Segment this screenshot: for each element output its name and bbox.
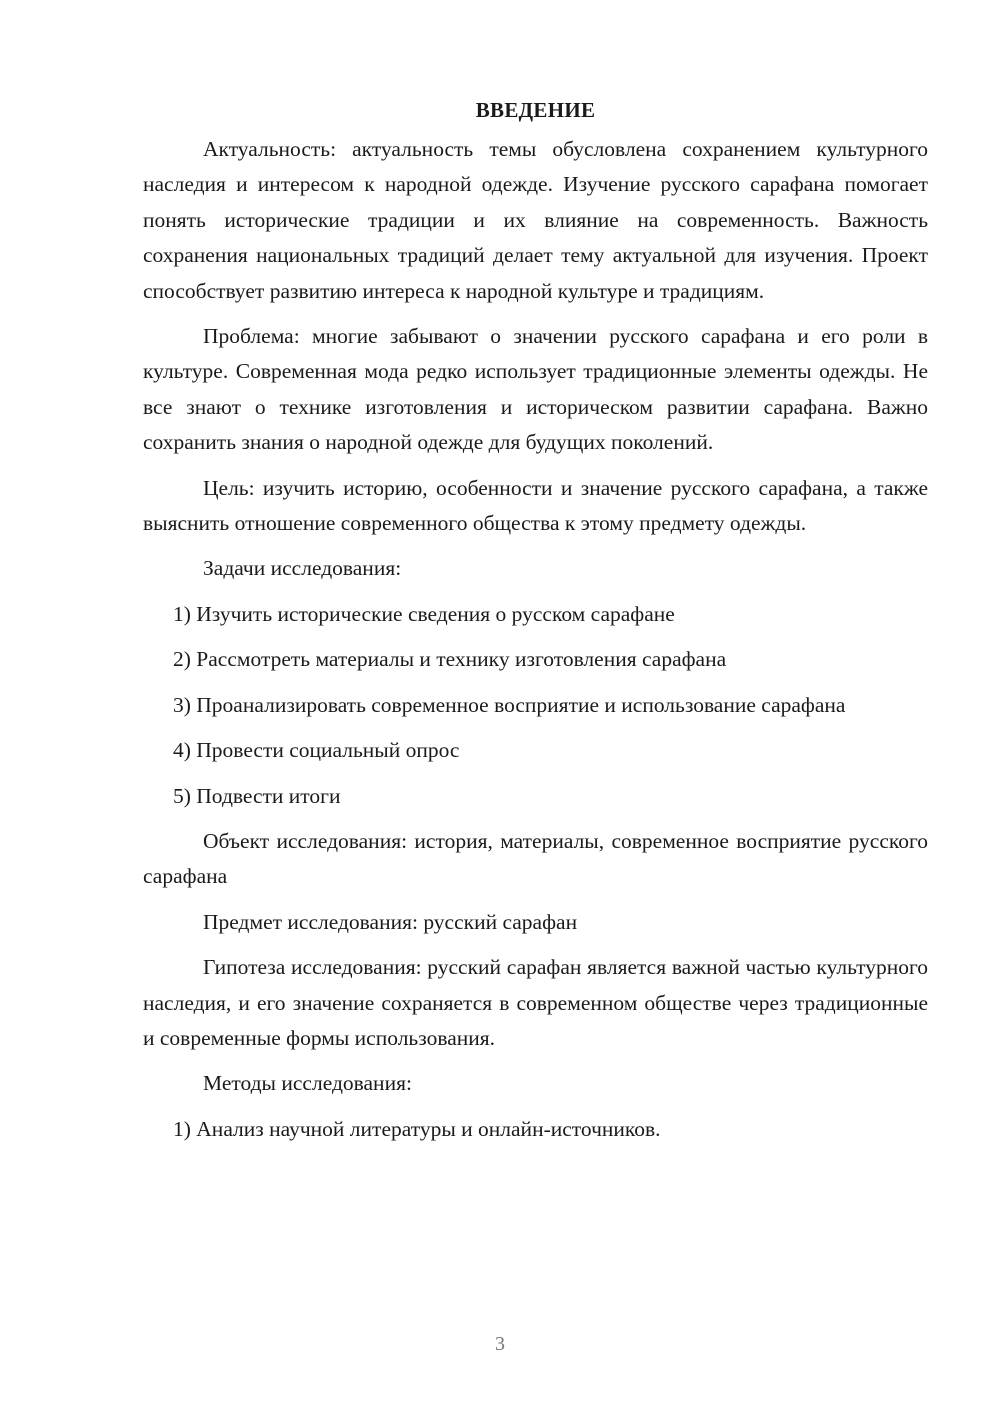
methods-heading: Методы исследования: [203,1071,412,1096]
task-item-1: 1) Изучить исторические сведения о русском сарафане [173,601,675,626]
paragraph-subject: Предмет исследования: русский сарафан [203,909,578,934]
tasks-heading: Задачи исследования: [203,556,402,581]
task-item-2: 2) Рассмотреть материалы и технику изготовления сарафана [173,647,727,672]
document-page [143,92,928,1147]
paragraph-relevance: Актуальность: актуальность темы обусловлена сохранением культурного наследия и интересом к народной одежде. Изучение русского сарафана помогает понять исторические традиции и их влияние на современность. Важность сохранения национальных традиций делает тему актуальной для изучения. Проект способствует развитию интереса к народной культуре и традициям. [143,137,928,303]
section-heading: ВВЕДЕНИЕ [475,98,596,122]
paragraph-problem: Проблема: многие забывают о значении русского сарафана и его роли в культуре. Современная мода редко использует традиционные элементы одежды. Не все знают о технике изготовления и историческом развитии сарафана. Важно сохранить знания о народной одежде для будущих поколений. [143,324,928,455]
page-number: 3 [495,1333,505,1355]
task-item-3: 3) Проанализировать современное восприятие и использование сарафана [173,692,846,717]
paragraph-goal: Цель: изучить историю, особенности и значение русского сарафана, а также выяснить отношение современного общества к этому предмету одежды. [143,475,928,536]
paragraph-object: Объект исследования: история, материалы, современное восприятие русского сарафана [143,828,928,889]
paragraph-hypothesis: Гипотеза исследования: русский сарафан является важной частью культурного наследия, и его значение сохраняется в современном обществе через традиционные и современные формы использования. [143,955,928,1050]
task-item-4: 4) Провести социальный опрос [173,738,460,763]
task-item-5: 5) Подвести итоги [173,783,341,808]
method-item-1: 1) Анализ научной литературы и онлайн-источников. [173,1116,661,1141]
